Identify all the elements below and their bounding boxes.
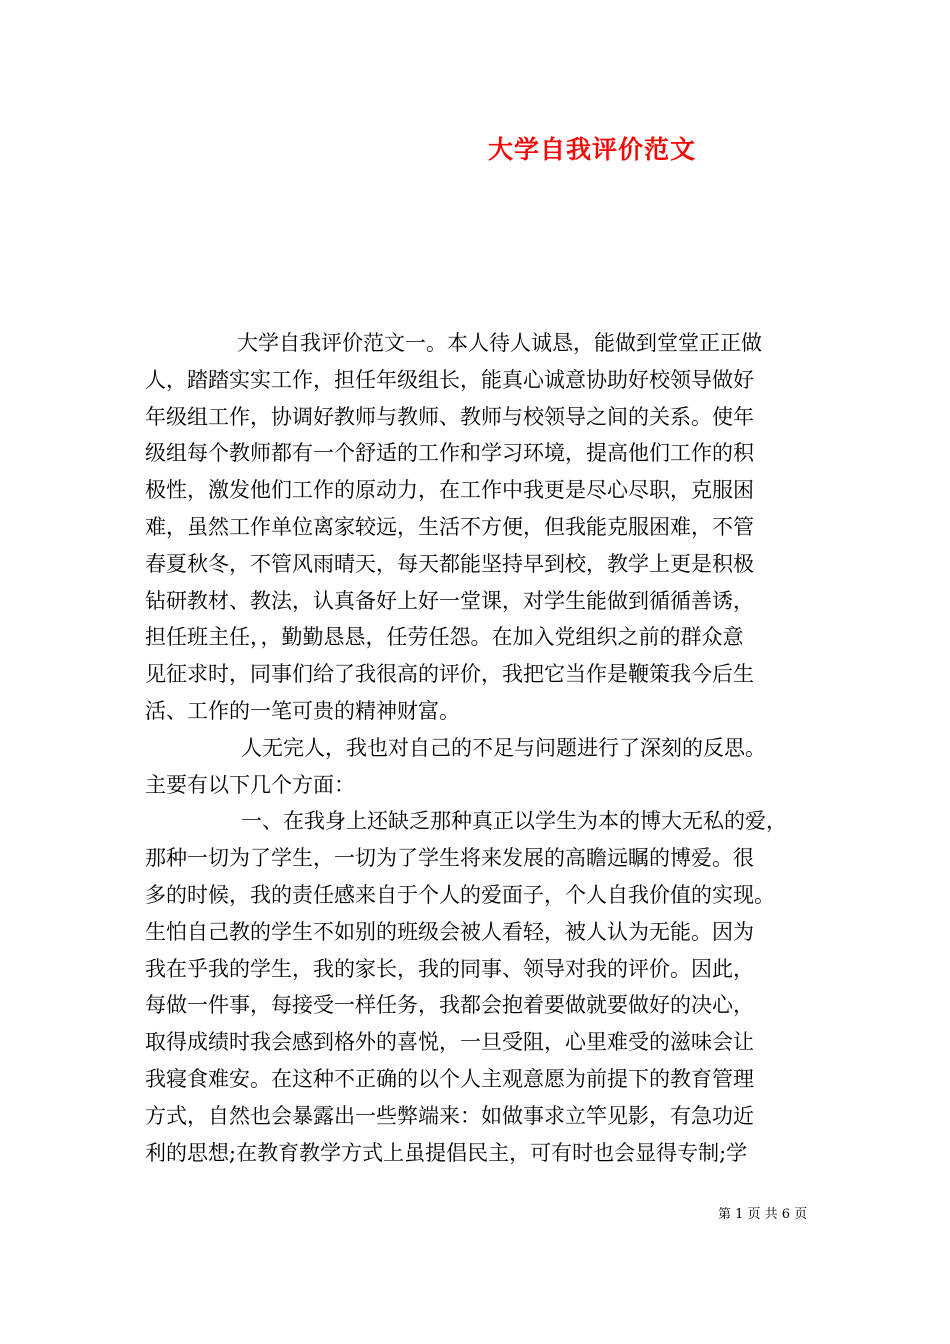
page-number: 第 1 页 共 6 页 — [718, 1207, 808, 1222]
text-line: 每做一件事，每接受一样任务，我都会抱着要做就要做好的决心， — [145, 993, 754, 1018]
text-line: 利的思想;在教育教学方式上虽提倡民主，可有时也会显得专制;学 — [145, 1140, 748, 1165]
text-line: 钻研教材、教法，认真备好上好一堂课，对学生能做到循循善诱， — [145, 588, 754, 613]
text-line: 我在乎我的学生，我的家长，我的同事、领导对我的评价。因此， — [145, 956, 754, 981]
text-line: 方式，自然也会暴露出一些弊端来：如做事求立竿见影，有急功近 — [145, 1103, 754, 1128]
document-title: 大学自我评价范文 — [488, 135, 697, 164]
text-line: 大学自我评价范文一。本人待人诚恳，能做到堂堂正正做 — [237, 331, 762, 355]
text-line: 难，虽然工作单位离家较远，生活不方便，但我能克服困难，不管 — [145, 514, 754, 539]
text-line: 主要有以下几个方面： — [145, 772, 355, 797]
text-line: 多的时候，我的责任感来自于个人的爱面子，个人自我价值的实现。 — [145, 882, 775, 907]
text-line: 一、在我身上还缺乏那种真正以学生为本的博大无私的爱， — [241, 809, 787, 834]
text-line: 活、工作的一笔可贵的精神财富。 — [145, 698, 460, 723]
text-line: 春夏秋冬，不管风雨晴天，每天都能坚持早到校，教学上更是积极 — [145, 551, 754, 576]
text-line: 人无完人，我也对自己的不足与问题进行了深刻的反思。 — [241, 735, 766, 760]
document-body — [145, 325, 825, 1171]
text-line: 级组每个教师都有一个舒适的工作和学习环境，提高他们工作的积 — [145, 441, 754, 466]
text-line: 我寝食难安。在这种不正确的以个人主观意愿为前提下的教育管理 — [145, 1066, 754, 1091]
text-line: 担任班主任，，勤勤恳恳，任劳任怨。在加入党组织之前的群众意 — [145, 625, 744, 650]
text-line: 极性，激发他们工作的原动力，在工作中我更是尽心尽职，克服困 — [145, 478, 754, 503]
text-line: 生怕自己教的学生不如别的班级会被人看轻，被人认为无能。因为 — [145, 919, 754, 944]
text-line: 取得成绩时我会感到格外的喜悦，一旦受阻，心里难受的滋味会让 — [145, 1030, 754, 1055]
text-line: 年级组工作，协调好教师与教师、教师与校领导之间的关系。使年 — [145, 404, 754, 429]
text-line: 人，踏踏实实工作，担任年级组长，能真心诚意协助好校领导做好 — [145, 367, 754, 392]
text-line: 那种一切为了学生，一切为了学生将来发展的高瞻远瞩的博爱。很 — [145, 846, 754, 871]
text-line: 见征求时，同事们给了我很高的评价，我把它当作是鞭策我今后生 — [145, 662, 754, 687]
